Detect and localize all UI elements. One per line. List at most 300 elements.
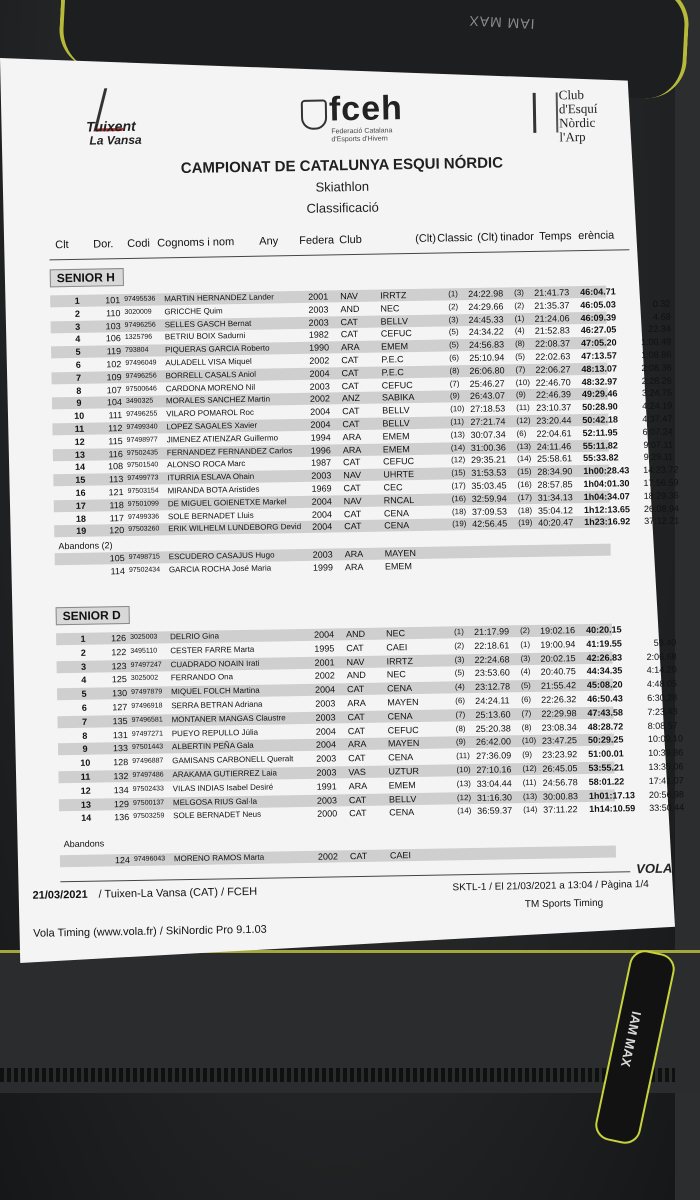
cell-ct: (4)	[514, 326, 525, 336]
shield-icon	[301, 99, 328, 129]
cell-tin: 22:46.39	[535, 389, 572, 401]
cell-dif: 7:23.43	[647, 706, 678, 717]
cell-dor: 117	[109, 512, 125, 523]
cell-tin: 21:41.73	[534, 287, 570, 298]
cell-tin: 24:11.46	[536, 440, 572, 452]
cell-cc: (6)	[455, 696, 466, 706]
cell-tem: 1h00:28.43	[583, 465, 630, 477]
cell-ct: (18)	[517, 505, 533, 515]
cell-fed: ARA	[348, 780, 368, 791]
cell-ct: (14)	[516, 454, 532, 464]
cell-cc: (3)	[448, 314, 459, 324]
cell-club: MAYEN	[387, 738, 420, 749]
cell-cc: (6)	[449, 353, 460, 363]
footer-date: 21/03/2021	[32, 888, 88, 902]
cell-cl: 23:12.78	[474, 681, 511, 693]
cell-codi: 97496049	[125, 359, 157, 368]
cell-fed: CAT	[341, 367, 359, 379]
club-logo-line: d'Esquí	[558, 100, 598, 117]
cell-nom: FERNANDEZ FERNANDEZ Carlos	[166, 445, 293, 457]
cell-codi: 97499336	[127, 513, 160, 521]
cell-any: 2000	[317, 808, 338, 820]
cell-dif: 3:24.75	[641, 387, 673, 399]
cell-any: 2003	[308, 304, 329, 315]
cell-tem: 41:19.55	[586, 638, 622, 649]
cell-nom: MELGOSA RIUS Gal·la	[172, 796, 258, 807]
cell-codi: 97503154	[127, 487, 159, 496]
cell-dif	[640, 285, 670, 286]
classification-label: Classificació	[306, 199, 379, 216]
senior-h-abandons-label: Abandons (2)	[58, 540, 113, 552]
cell-dor: 114	[110, 565, 126, 577]
cell-cc: (1)	[453, 627, 464, 637]
cell-ct: (6)	[521, 695, 532, 705]
cell-nom: JIMENEZ ATIENZAR Guillermo	[166, 433, 279, 445]
cell-any: 2003	[311, 470, 332, 481]
cell-any: 2004	[315, 726, 336, 737]
cell-dor: 124	[114, 855, 131, 866]
cell-nom: SOLE BERNADET Neus	[173, 810, 262, 821]
cell-dif: 10:39.86	[648, 747, 684, 759]
cell-dif: 10:09.10	[647, 733, 684, 745]
cell-dor: 111	[108, 410, 123, 421]
senior-d-abandons-label: Abandons	[63, 838, 105, 850]
col-nom: Cognoms i nom	[157, 236, 235, 250]
cell-cl: 23:53.60	[474, 667, 510, 679]
cell-clt: 17	[75, 500, 86, 511]
vola-logo: VOLA	[636, 860, 673, 877]
cell-dif: 0.32	[652, 298, 671, 309]
cell-tin: 19:00.94	[540, 639, 576, 650]
cell-cc: (10)	[456, 765, 471, 775]
cell-tin: 23:20.44	[536, 415, 572, 426]
col-patinador: tinador	[500, 230, 534, 244]
cell-club: NEC	[386, 669, 406, 680]
cell-clt: 15	[75, 474, 86, 486]
cell-dor: 101	[105, 295, 121, 306]
cell-clt: 8	[82, 730, 88, 741]
cell-tem: 1h04:01.30	[583, 478, 630, 490]
cell-dor: 107	[106, 384, 122, 395]
cell-cc: (7)	[455, 709, 466, 720]
cell-codi: 97496256	[124, 321, 156, 329]
cell-ct: (6)	[516, 428, 527, 439]
cell-dif: 1:00.49	[640, 336, 672, 348]
cell-fed: CAT	[346, 642, 364, 654]
cell-ct: (1)	[520, 639, 531, 649]
cell-fed: ARA	[344, 548, 364, 560]
cell-codi: 97497879	[130, 688, 163, 697]
cell-ct: (8)	[521, 722, 532, 732]
col-codi: Codi	[127, 237, 150, 250]
cell-nom: GRICCHE Quim	[164, 306, 223, 317]
cell-cc: (12)	[456, 792, 472, 802]
cell-cl: 24:29.66	[468, 301, 504, 312]
cell-dor: 109	[106, 371, 122, 383]
cell-codi: 97495536	[124, 295, 156, 304]
cell-ct: (9)	[522, 750, 533, 760]
cell-dif: 4.68	[652, 311, 671, 322]
cell-nom: BETRIU BOIX Sadurni	[164, 331, 246, 342]
cell-clt: 13	[80, 799, 92, 810]
cell-fed: ARA	[347, 697, 366, 709]
cell-club: CENA	[384, 520, 410, 531]
cell-cc: (14)	[457, 806, 472, 816]
col-any: Any	[259, 235, 279, 248]
cell-dor: 118	[109, 499, 124, 511]
cell-ct: (16)	[517, 479, 532, 490]
cell-club: CEFUC	[387, 724, 419, 736]
cell-dif: 18:29.36	[643, 490, 679, 501]
cell-tin: 23:08.34	[541, 721, 577, 733]
cell-nom: LOPEZ SAGALES Xavier	[166, 420, 258, 432]
cell-any: 2001	[308, 291, 329, 302]
cell-nom: DELRIO Gina	[170, 631, 220, 642]
cell-cl: 42:56.45	[472, 518, 508, 530]
cell-cl: 35:03.45	[471, 480, 507, 492]
cell-tem: 46:05.03	[580, 299, 616, 310]
cell-cc: (15)	[451, 468, 466, 478]
cell-dor: 123	[111, 660, 127, 671]
cell-tin: 22:46.70	[535, 376, 571, 388]
cell-cl: 31:00.36	[470, 441, 506, 453]
cell-nom: SELLES GASCH Bernat	[164, 318, 252, 329]
cell-codi: 97497486	[132, 771, 164, 779]
cell-any: 2003	[308, 317, 329, 328]
cell-club: BELLV	[388, 793, 417, 805]
cell-nom: MIQUEL FOLCH Martina	[170, 685, 260, 697]
club-logo-line: l'Arp	[559, 128, 586, 145]
cell-fed: CAT	[340, 316, 359, 327]
cell-codi: 97502434	[128, 566, 161, 574]
cell-dif: 4:24.19	[642, 400, 673, 412]
cell-tin: 22:29.98	[541, 708, 577, 719]
cell-tem: 51:00.01	[588, 748, 624, 760]
cell-tin: 19:02.16	[539, 625, 576, 636]
col-clt: Clt	[55, 239, 69, 252]
cell-cl: 31:53.53	[471, 467, 507, 479]
cell-cl: 27:10.16	[476, 764, 512, 775]
strap-label: IAM MAX	[467, 12, 535, 33]
cell-dor: 131	[112, 729, 128, 740]
cell-clt: 9	[82, 744, 88, 755]
cell-codi: 97499773	[127, 474, 159, 483]
cell-nom: SOLE BERNADET Lluis	[167, 510, 254, 521]
cell-nom: PIQUERAS GARCIA Roberto	[165, 343, 270, 355]
cell-cc: (9)	[455, 737, 466, 747]
cell-club: EMEM	[380, 341, 409, 352]
cell-tin: 22:26.32	[541, 694, 577, 705]
cell-nom: VILAS INDIAS Isabel Desiré	[172, 782, 274, 794]
cell-tin: 23:23.92	[542, 749, 578, 761]
cell-codi: 97498977	[126, 436, 158, 444]
cell-fed: CAT	[343, 482, 361, 494]
cell-tem: 47:13.57	[581, 350, 617, 362]
cell-dif: 4:14.20	[646, 664, 677, 676]
cell-cc: (17)	[451, 481, 466, 491]
cell-tin: 21:52.83	[534, 325, 570, 337]
cell-codi: 97498715	[128, 553, 160, 562]
cell-nom: MARTIN HERNANDEZ Lander	[164, 292, 274, 304]
cell-tem: 46:27.05	[580, 324, 617, 336]
cell-codi: 97496256	[125, 372, 157, 380]
cell-cl: 36:59.37	[477, 805, 513, 817]
cell-club: P.E.C	[381, 366, 404, 378]
cell-fed: NAV	[340, 290, 359, 302]
cell-club: NEC	[380, 303, 400, 314]
cell-dor: 132	[113, 771, 129, 782]
cell-cl: 24:56.83	[468, 339, 505, 351]
cell-any: 2001	[314, 657, 335, 668]
cell-fed: CAT	[342, 457, 361, 468]
cell-cc: (2)	[448, 302, 459, 312]
cell-tin: 22:06.27	[535, 364, 571, 375]
cell-club: CENA	[387, 710, 413, 722]
cell-ct: (10)	[515, 377, 531, 387]
club-logo-line: Nòrdic	[559, 114, 596, 131]
cell-dif: 2:08.36	[641, 362, 672, 373]
cell-cc: (8)	[449, 366, 460, 376]
cell-clt: 10	[80, 757, 91, 769]
event-name: Skiathlon	[315, 178, 370, 195]
cell-club: CAEI	[386, 641, 408, 653]
cell-dor: 136	[114, 812, 130, 823]
cell-fed: CAT	[348, 794, 367, 805]
cell-tem: 1h04:34.07	[583, 491, 630, 502]
cell-tem: 1h01:17.13	[588, 789, 636, 801]
cell-codi: 97500646	[125, 385, 157, 393]
cell-dor: 104	[106, 397, 123, 408]
cell-cl: 33:04.44	[476, 778, 512, 789]
cell-tin: 21:24.06	[534, 312, 570, 324]
cell-dor: 103	[105, 320, 121, 331]
cell-cl: 27:18.53	[470, 403, 506, 415]
cell-tem: 1h12:13.65	[583, 503, 631, 515]
cell-cc: (2)	[454, 640, 465, 651]
cell-dif: 13:35.06	[648, 761, 684, 772]
col-diferencia: erència	[578, 229, 615, 243]
cell-codi: 97502433	[132, 785, 164, 793]
cell-tin: 20:02.15	[540, 652, 576, 664]
cell-dor: 102	[106, 359, 122, 370]
cell-club: CEFUC	[381, 379, 413, 391]
cell-any: 2003	[316, 795, 338, 806]
cell-codi: 1325796	[124, 333, 153, 342]
cell-club: MAYEN	[384, 547, 417, 559]
cell-codi: 97496255	[126, 410, 158, 419]
cell-ct: (12)	[522, 763, 537, 774]
cell-tem: 50:29.25	[587, 734, 624, 746]
cell-dor: 135	[112, 715, 128, 727]
cell-clt: 14	[75, 462, 86, 473]
cell-club: IRRTZ	[386, 655, 413, 667]
cell-dif: 1:08.86	[641, 349, 672, 361]
cell-tin: 28:57.85	[537, 479, 573, 490]
cell-tem: 45:08.20	[586, 679, 623, 691]
cell-any: 2002	[309, 393, 331, 405]
cell-dor: 116	[108, 448, 123, 459]
cell-dif: 59.40	[653, 637, 677, 648]
cell-tin: 22:02.63	[535, 351, 571, 362]
cell-clt: 1	[80, 633, 86, 644]
logo-left-line2: La Vansa	[89, 132, 142, 148]
cell-dif: 26:08.94	[643, 502, 680, 514]
cell-any: 2004	[311, 509, 333, 520]
cell-tin: 25:58.61	[536, 453, 573, 465]
cell-tin: 20:40.75	[540, 666, 576, 678]
zipper-tag-label: IAM MAX	[617, 1010, 645, 1069]
cell-fed: ARA	[342, 431, 362, 443]
cell-ct: (4)	[520, 667, 531, 677]
cell-dor: 125	[111, 674, 127, 685]
cell-cl: 25:13.60	[475, 709, 511, 720]
cell-any: 2002	[314, 670, 335, 682]
cell-tem: 46:09.39	[580, 312, 617, 323]
footer-timing: TM Sports Timing	[524, 897, 604, 911]
cell-any: 2003	[316, 753, 337, 764]
cell-fed: CAT	[346, 684, 365, 695]
cell-tem: 1h23:16.92	[584, 516, 631, 528]
cell-nom: AULADELL VISA Miquel	[165, 356, 252, 368]
cell-any: 2003	[309, 381, 330, 392]
cell-tin: 21:55.42	[540, 680, 577, 692]
cell-cl: 25:10.94	[469, 352, 505, 364]
cell-ct: (2)	[519, 626, 530, 636]
cell-codi: 97497271	[131, 730, 163, 738]
cell-tem: 1h14:10.59	[589, 803, 636, 815]
footer-report: SKTL-1 / El 21/03/2021 a 13:04 / Pàgina 1/4	[452, 878, 649, 894]
col-fed: Federa	[299, 234, 335, 247]
cell-cc: (3)	[454, 654, 465, 664]
cell-cc: (8)	[455, 723, 466, 733]
cell-cc: (5)	[454, 668, 465, 678]
cell-club: CENA	[388, 752, 414, 763]
cell-cl: 29:35.21	[470, 454, 507, 466]
cell-ct: (13)	[522, 791, 538, 801]
cell-cl: 26:43.07	[469, 390, 506, 402]
cell-tem: 49:29.46	[581, 388, 618, 400]
cell-cl: 22:24.68	[474, 653, 510, 665]
cell-clt: 16	[75, 487, 86, 498]
footer-line-3	[25, 916, 685, 940]
cell-dor: 105	[109, 553, 125, 564]
cell-fed: CAT	[340, 329, 359, 340]
cell-ct: (12)	[516, 415, 531, 426]
cell-codi: 97497247	[130, 661, 162, 669]
cell-ct: (19)	[518, 518, 533, 528]
cell-ct: (1)	[514, 313, 525, 323]
cell-clt: 3	[80, 661, 87, 672]
cell-dif: 8:08.57	[647, 720, 678, 731]
cell-any: 2003	[315, 712, 336, 723]
cell-nom: MONTANER MANGAS Claustre	[171, 713, 286, 725]
cell-any: 2003	[315, 698, 336, 709]
cell-tin: 28:34.90	[537, 466, 573, 478]
cell-any: 2004	[309, 368, 330, 379]
cell-cc: (7)	[449, 378, 460, 388]
footer-place: / Tuixen-La Vansa (CAT) / FCEH	[98, 885, 258, 901]
cell-clt: 12	[80, 785, 91, 796]
bag-zipper	[0, 1068, 675, 1082]
cell-ct: (9)	[515, 390, 526, 400]
cell-nom: MORALES SANCHEZ Martin	[165, 394, 271, 406]
cell-clt: 13	[74, 449, 85, 460]
document-title: CAMPIONAT DE CATALUNYA ESQUI NÓRDIC	[180, 154, 504, 178]
cell-tem: 52:11.95	[582, 427, 618, 438]
cell-clt: 9	[76, 398, 82, 409]
cell-nom: MORENO RAMOS Marta	[173, 852, 265, 864]
cell-tem: 58:01.22	[588, 776, 625, 787]
cell-cl: 24:45.33	[468, 314, 504, 325]
cell-codi: 97496887	[132, 757, 164, 766]
cell-nom: MIRANDA BOTA Aristides	[167, 484, 260, 496]
cell-clt: 8	[76, 385, 82, 396]
cell-club: CENA	[386, 683, 413, 694]
cell-club: EMEM	[388, 779, 416, 791]
cell-fed: CAT	[344, 521, 362, 532]
cell-dor: 108	[107, 461, 124, 472]
abandon-row	[60, 846, 616, 868]
cell-tem: 48:32.97	[581, 376, 618, 387]
cell-cc: (14)	[450, 442, 466, 452]
cell-club: CEFUC	[380, 328, 412, 339]
cell-nom: SERRA BETRAN Adriana	[171, 699, 263, 711]
cell-dif	[646, 622, 676, 623]
cell-codi: 97503260	[128, 525, 160, 534]
cell-codi: 97503259	[133, 812, 165, 821]
cell-nom: CARDONA MORENO Nil	[165, 382, 256, 393]
cell-fed: VAS	[348, 766, 366, 778]
fceh-subtitle: Federació Catalana d'Esports d'Hivern	[331, 127, 393, 144]
cell-nom: ARAKAMA GUTIERREZ Laia	[172, 768, 278, 780]
cell-cl: 27:36.09	[476, 750, 512, 762]
cell-fed: CAT	[347, 711, 365, 723]
cell-fed: ARA	[344, 561, 364, 573]
cell-codi: 3025002	[130, 674, 159, 683]
cell-dif: 2:06.68	[646, 651, 677, 662]
cell-ct: (5)	[520, 681, 531, 691]
cell-cl: 25:46.27	[469, 378, 505, 389]
cell-any: 2004	[310, 419, 331, 430]
cell-fed: CAT	[349, 850, 368, 862]
cell-tem: 42:26.83	[586, 652, 623, 663]
cell-cl: 27:21.74	[470, 416, 506, 428]
cell-nom: ALONSO ROCA Marc	[167, 459, 246, 470]
cell-fed: NAV	[343, 495, 362, 507]
cell-ct: (17)	[517, 492, 533, 503]
cell-cl: 24:34.22	[468, 326, 504, 338]
cell-cl: 21:17.99	[473, 626, 510, 637]
cell-nom: VILARO POMAROL Roc	[166, 407, 255, 419]
cell-ct: (11)	[522, 777, 537, 787]
cell-cc: (4)	[454, 682, 465, 692]
club-logo-line: Club	[558, 86, 585, 103]
cell-cl: 24:22.98	[468, 288, 504, 300]
cell-cc: (13)	[456, 778, 472, 789]
cell-cc: (5)	[448, 327, 459, 337]
cell-any: 1999	[312, 562, 334, 573]
cell-codi: 97501443	[131, 743, 164, 752]
cell-fed: CAT	[342, 418, 360, 430]
cell-clt: 4	[75, 334, 81, 345]
cell-club: EMEM	[384, 560, 412, 572]
cell-nom: FERRANDO Ona	[170, 672, 234, 683]
col-clt-classic: (Clt)	[415, 232, 437, 245]
cell-codi: 3025003	[130, 633, 158, 641]
cell-tem: 47:43.58	[587, 707, 624, 718]
cell-club: CENA	[383, 507, 410, 519]
cell-nom: GARCIA ROCHA José Maria	[168, 563, 272, 575]
